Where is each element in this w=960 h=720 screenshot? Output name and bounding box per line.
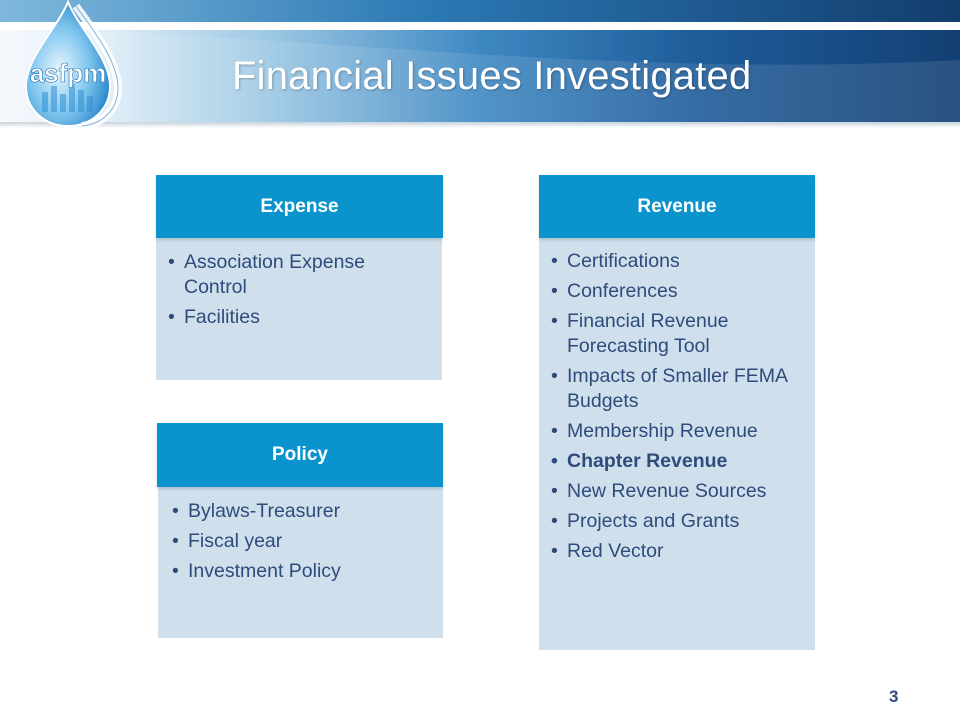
list-item: • Red Vector: [551, 539, 809, 564]
revenue-card-body: [539, 238, 815, 650]
revenue-list: [551, 249, 809, 569]
list-item: • Conferences: [551, 279, 809, 304]
page-number: 3: [889, 687, 899, 706]
header-shadow: [0, 122, 960, 128]
list-item: • Facilities: [168, 305, 430, 330]
list-item: • Certifications: [551, 249, 809, 274]
policy-list: [172, 499, 434, 589]
policy-card: [157, 423, 444, 639]
list-item-emphasized: • Chapter Revenue: [551, 449, 809, 474]
list-item: • Fiscal year: [172, 529, 434, 554]
policy-card-heading: Policy: [157, 423, 443, 487]
list-item: • Membership Revenue: [551, 419, 809, 444]
expense-list: [168, 250, 430, 335]
list-item: • Bylaws-Treasurer: [172, 499, 434, 524]
list-item: • Investment Policy: [172, 559, 434, 584]
slide-title: Financial Issues Investigated: [232, 54, 752, 98]
policy-card-body: [158, 487, 443, 638]
revenue-card-heading: Revenue: [539, 175, 815, 238]
expense-card-heading: Expense: [156, 175, 443, 238]
list-item: • Projects and Grants: [551, 509, 809, 534]
expense-card-body: [156, 238, 442, 380]
list-item: • Financial Revenue Forecasting Tool: [551, 309, 809, 359]
list-item: • Impacts of Smaller FEMA Budgets: [551, 364, 809, 414]
list-item: • New Revenue Sources: [551, 479, 809, 504]
logo-text: asfpm: [29, 58, 107, 88]
water-drop-logo-icon: [18, 0, 130, 128]
expense-card: [156, 175, 444, 381]
list-item: • Association Expense Control: [168, 250, 430, 300]
revenue-card: [539, 175, 816, 651]
